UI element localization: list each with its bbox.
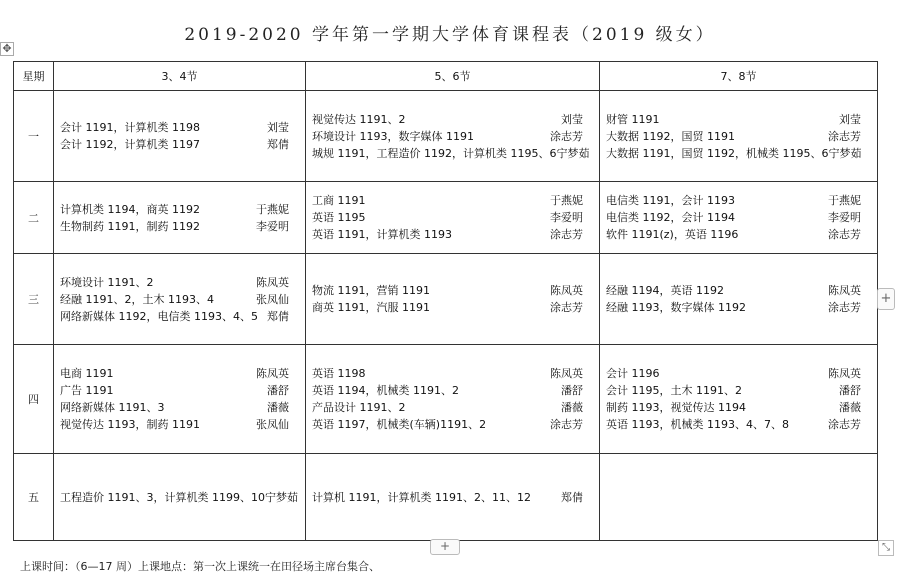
class-entry [60, 416, 299, 433]
class-name: 产品设计 1191、2 [312, 401, 406, 414]
class-name: 网络新媒体 1192，电信类 1193、4、5 [60, 309, 258, 323]
table-row [14, 254, 878, 345]
class-entry [312, 282, 593, 299]
class-entry [60, 365, 299, 382]
schedule-cell[interactable] [306, 345, 600, 454]
class-name: 英语 1198 [312, 367, 366, 380]
table-row [14, 345, 878, 454]
class-entry [60, 274, 299, 291]
teacher-name: 于燕妮 [828, 194, 861, 207]
teacher-name: 涂志芳 [828, 228, 861, 241]
class-name: 英语 1193，机械类 1193、4、7、8 [606, 418, 789, 431]
schedule-cell[interactable] [54, 254, 306, 345]
class-entry [312, 226, 593, 243]
class-name: 经融 1194，英语 1192 [606, 284, 724, 297]
teacher-name: 涂志芳 [828, 301, 861, 314]
class-entry [312, 382, 593, 399]
schedule-table [13, 61, 878, 541]
teacher-name: 李爱明 [256, 219, 289, 233]
schedule-cell[interactable] [306, 91, 600, 182]
class-name: 工商 1191 [312, 194, 366, 207]
footer-note: 上课时间：（6—17 周）上课地点：第一次上课统一在田径场主席台集合、 [20, 560, 380, 573]
teacher-name: 涂志芳 [550, 129, 583, 143]
teacher-name: 潘舒 [839, 384, 861, 397]
class-name: 财管 1191 [606, 112, 660, 126]
class-entry [60, 382, 299, 399]
schedule-cell[interactable] [600, 182, 878, 254]
teacher-name: 郑倩 [267, 309, 289, 323]
teacher-name: 陈凤英 [256, 367, 289, 380]
class-name: 电商 1191 [60, 367, 114, 380]
day-cell: 五 [14, 454, 54, 541]
class-entry [312, 299, 593, 316]
class-name: 环境设计 1193，数字媒体 1191 [312, 129, 474, 143]
class-name: 大数据 1192，国贸 1191 [606, 129, 735, 143]
class-name: 广告 1191 [60, 384, 114, 397]
teacher-name: 陈凤英 [256, 275, 289, 289]
class-name: 工程造价 1191、3，计算机类 1199、10 [60, 490, 265, 504]
teacher-name: 涂志芳 [828, 129, 861, 143]
class-entry [60, 291, 299, 308]
teacher-name: 于燕妮 [256, 202, 289, 216]
class-entry [606, 192, 871, 209]
teacher-name: 刘莹 [839, 112, 861, 126]
class-entry [606, 226, 871, 243]
teacher-name: 刘莹 [267, 121, 289, 134]
class-entry [606, 111, 871, 128]
class-entry [312, 128, 593, 145]
teacher-name: 陈凤英 [828, 367, 861, 380]
class-entry [312, 365, 593, 382]
schedule-cell[interactable] [306, 254, 600, 345]
teacher-name: 涂志芳 [828, 418, 861, 431]
class-entry [606, 209, 871, 226]
teacher-name: 涂志芳 [550, 228, 583, 241]
class-name: 软件 1191(z)，英语 1196 [606, 228, 739, 241]
header-row [14, 62, 878, 91]
class-entry [606, 365, 871, 382]
class-name: 物流 1191，营销 1191 [312, 284, 430, 297]
class-entry [606, 145, 871, 162]
schedule-cell[interactable] [600, 345, 878, 454]
add-row-button[interactable]: + [430, 539, 460, 555]
schedule-cell[interactable] [54, 91, 306, 182]
class-name: 城规 1191，工程造价 1192，计算机类 1195、6 [312, 146, 557, 160]
class-entry [312, 192, 593, 209]
class-name: 会计 1195，土木 1191、2 [606, 384, 742, 397]
class-entry [312, 209, 593, 226]
teacher-name: 潘舒 [267, 384, 289, 397]
teacher-name: 陈凤英 [550, 284, 583, 297]
class-entry [606, 399, 871, 416]
resize-handle-icon[interactable]: ⤡ [878, 540, 894, 556]
teacher-name: 潘薇 [267, 401, 289, 414]
class-entry [312, 145, 593, 162]
class-entry [60, 308, 299, 325]
teacher-name: 郑倩 [561, 490, 583, 504]
schedule-cell[interactable] [306, 454, 600, 541]
class-entry [60, 119, 299, 136]
schedule-cell[interactable] [306, 182, 600, 254]
class-entry [312, 416, 593, 433]
table-row [14, 454, 878, 541]
teacher-name: 潘薇 [561, 401, 583, 414]
teacher-name: 宁梦茹 [264, 490, 298, 504]
header-period-2: 5、6节 [306, 62, 600, 91]
teacher-name: 潘舒 [561, 384, 583, 397]
header-period-1: 3、4节 [54, 62, 306, 91]
class-name: 会计 1192，计算机类 1197 [60, 138, 200, 151]
move-arrows-icon[interactable]: ✥ [0, 42, 14, 56]
class-entry [312, 399, 593, 416]
class-name: 制药 1193，视觉传达 1194 [606, 401, 746, 414]
teacher-name: 陈凤英 [550, 367, 583, 380]
teacher-name: 陈凤英 [828, 284, 861, 297]
day-cell: 一 [14, 91, 54, 182]
schedule-cell[interactable] [54, 454, 306, 541]
class-name: 经融 1193，数字媒体 1192 [606, 301, 746, 314]
teacher-name: 张凤仙 [256, 418, 289, 431]
teacher-name: 宁梦茹 [828, 146, 862, 160]
class-name: 视觉传达 1191、2 [312, 112, 406, 126]
class-name: 英语 1191，计算机类 1193 [312, 228, 452, 241]
class-entry [60, 399, 299, 416]
class-entry [312, 489, 593, 506]
class-entry [606, 382, 871, 399]
table-row [14, 182, 878, 254]
schedule-cell[interactable] [600, 454, 878, 541]
page-title: 2019-2020 学年第一学期大学体育课程表（2019 级女） [184, 25, 716, 45]
table-row [14, 91, 878, 182]
teacher-name: 潘薇 [839, 401, 861, 414]
teacher-name: 涂志芳 [550, 301, 583, 314]
teacher-name: 涂志芳 [550, 418, 583, 431]
header-period-3: 7、8节 [600, 62, 878, 91]
schedule-cell[interactable] [600, 91, 878, 182]
day-cell: 三 [14, 254, 54, 345]
class-entry [606, 282, 871, 299]
teacher-name: 于燕妮 [550, 194, 583, 207]
class-entry [60, 218, 299, 235]
class-name: 电信类 1192，会计 1194 [606, 211, 735, 224]
class-entry [312, 111, 593, 128]
schedule-cell[interactable] [600, 254, 878, 345]
class-name: 英语 1195 [312, 211, 366, 224]
class-entry [606, 299, 871, 316]
class-name: 会计 1196 [606, 367, 660, 380]
teacher-name: 李爱明 [828, 211, 861, 224]
teacher-name: 宁梦茹 [556, 146, 590, 160]
class-name: 商英 1191，汽服 1191 [312, 301, 430, 314]
header-day: 星期 [14, 62, 54, 91]
teacher-name: 李爱明 [550, 211, 583, 224]
class-entry [60, 136, 299, 153]
schedule-cell[interactable] [54, 182, 306, 254]
class-entry [60, 201, 299, 218]
teacher-name: 刘莹 [561, 112, 583, 126]
teacher-name: 郑倩 [267, 138, 289, 151]
teacher-name: 张凤仙 [256, 292, 289, 306]
class-name: 环境设计 1191、2 [60, 275, 154, 289]
class-name: 视觉传达 1193，制药 1191 [60, 418, 200, 431]
class-name: 经融 1191、2，土木 1193、4 [60, 292, 214, 306]
schedule-cell[interactable] [54, 345, 306, 454]
class-name: 电信类 1191，会计 1193 [606, 194, 735, 207]
class-name: 英语 1194，机械类 1191、2 [312, 384, 459, 397]
add-column-button[interactable]: + [877, 288, 895, 310]
class-entry [60, 489, 299, 506]
class-name: 大数据 1191，国贸 1192，机械类 1195、6 [606, 146, 829, 160]
day-cell: 四 [14, 345, 54, 454]
class-name: 计算机 1191，计算机类 1191、2、11、12 [312, 490, 531, 504]
class-name: 会计 1191，计算机类 1198 [60, 121, 200, 134]
class-name: 生物制药 1191，制药 1192 [60, 219, 200, 233]
class-name: 计算机类 1194，商英 1192 [60, 202, 200, 216]
class-entry [606, 128, 871, 145]
day-cell: 二 [14, 182, 54, 254]
class-name: 网络新媒体 1191、3 [60, 401, 165, 414]
class-entry [606, 416, 871, 433]
class-name: 英语 1197，机械类(车辆)1191、2 [312, 418, 487, 431]
